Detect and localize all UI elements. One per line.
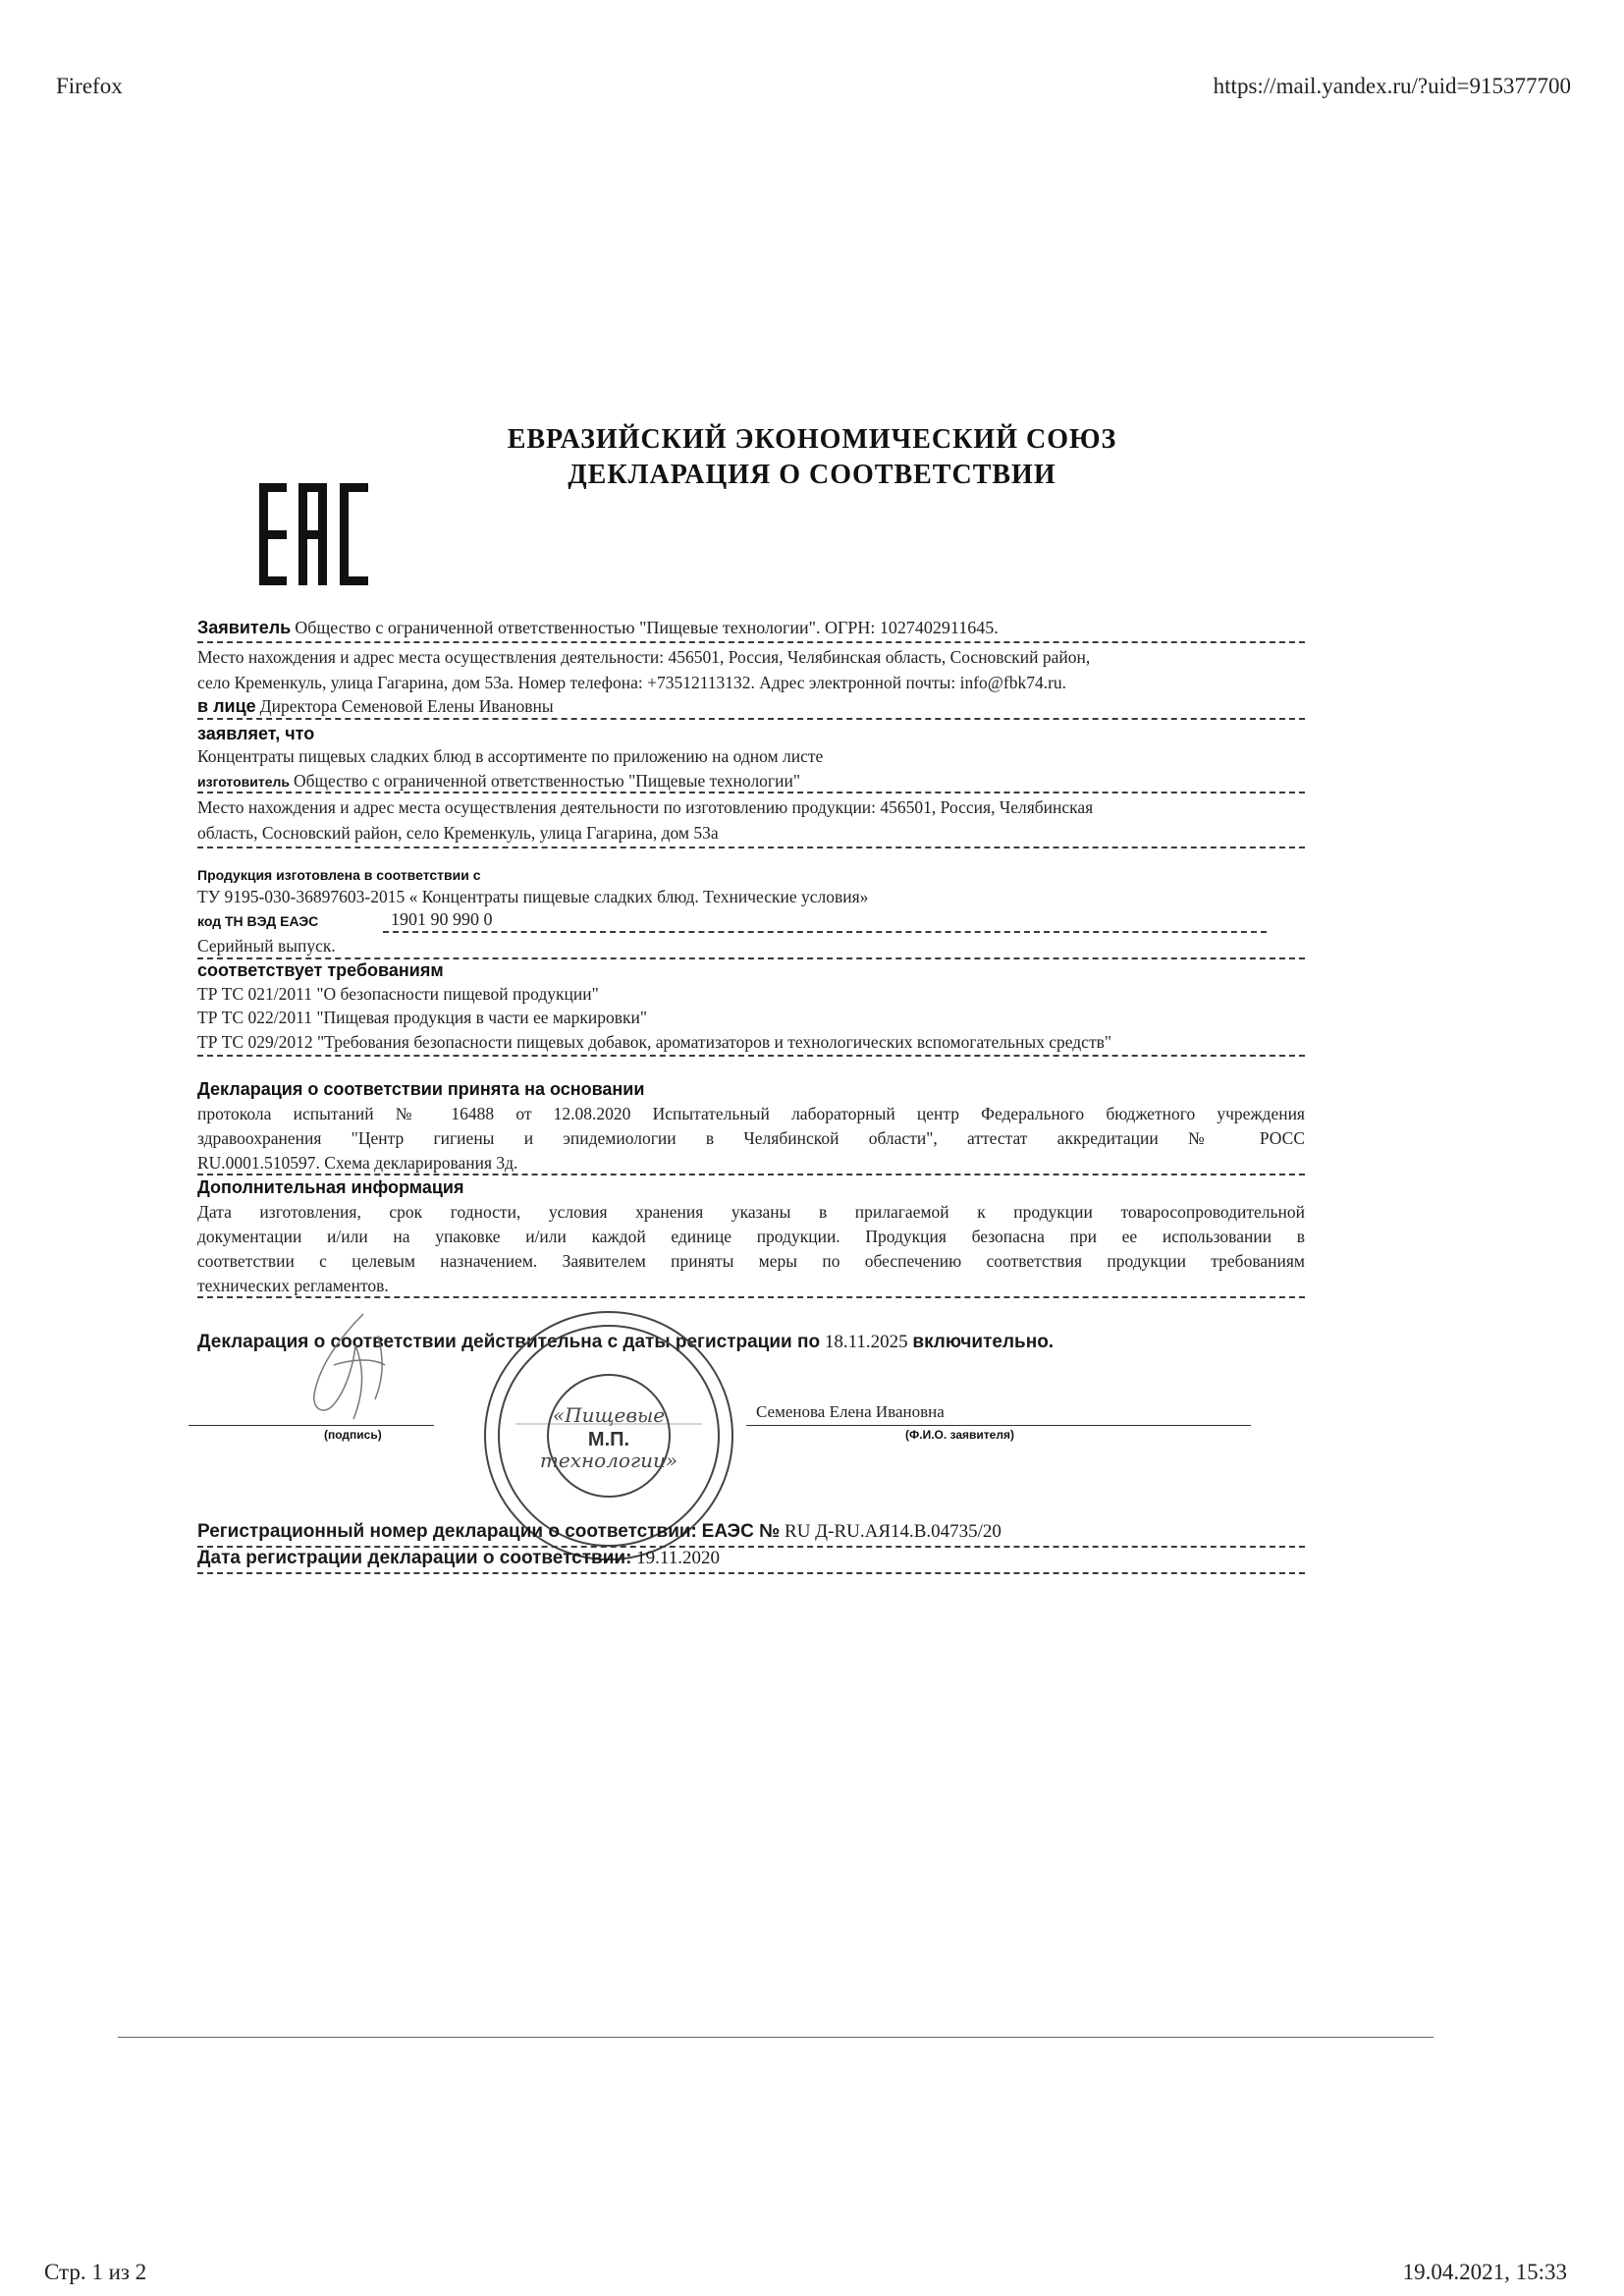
code-value: 1901 90 990 0: [391, 909, 493, 929]
reg-date-label: Дата регистрации декларации о соответствии:: [197, 1548, 632, 1568]
title-declaration: ДЕКЛАРАЦИЯ О СООТВЕТСТВИИ: [568, 460, 1056, 490]
eac-logo-icon: [259, 481, 373, 587]
additional-line-3: соответствии с целевым назначением. Заявителем приняты меры по обеспечению соответствия продукции требованиям: [197, 1251, 1305, 1271]
divider: [197, 1055, 1305, 1057]
validity-suffix: включительно.: [912, 1332, 1055, 1352]
basis-line-1: протокола испытаний № 16488 от 12.08.2020 Испытательный лабораторный центр Федерального бюджетного учреждения: [197, 1104, 1305, 1123]
signer-name: Семенова Елена Ивановна: [756, 1402, 945, 1421]
applicant-address-2: село Кременкуль, улица Гагарина, дом 53а. Номер телефона: +73512113132. Адрес электронной почты: info@fbk74.ru.: [197, 673, 1067, 692]
basis-line-3: RU.0001.510597. Схема декларирования 3д.: [197, 1153, 518, 1173]
serial-line: Серийный выпуск.: [197, 936, 336, 956]
divider: [197, 718, 1305, 720]
applicant-address-1: Место нахождения и адрес места осуществления деятельности: 456501, Россия, Челябинская область, Сосновский район,: [197, 647, 1091, 667]
manufacturer-label: изготовитель: [197, 774, 290, 790]
fio-caption: (Ф.И.О. заявителя): [905, 1428, 1014, 1442]
person-value: Директора Семеновой Елены Ивановны: [259, 696, 554, 716]
reg-number-prefix: ЕАЭС №: [701, 1521, 781, 1542]
declares-label: заявляет, что: [197, 724, 315, 743]
svg-text:М.П.: М.П.: [587, 1429, 630, 1450]
title-union: ЕВРАЗИЙСКИЙ ЭКОНОМИЧЕСКИЙ СОЮЗ: [507, 424, 1117, 455]
applicant-label: Заявитель: [197, 618, 292, 637]
produced-value: ТУ 9195-030-36897603-2015 « Концентраты пищевые сладких блюд. Технические условия»: [197, 887, 869, 906]
requirement-1: ТР ТС 021/2011 "О безопасности пищевой продукции": [197, 984, 599, 1004]
complies-label: соответствует требованиям: [197, 960, 444, 980]
manufacturer-row: [197, 771, 800, 792]
browser-name: Firefox: [56, 74, 123, 98]
page-url[interactable]: https://mail.yandex.ru/?uid=915377700: [1213, 74, 1571, 98]
applicant-value: Общество с ограниченной ответственностью "Пищевые технологии". ОГРН: 1027402911645.: [295, 618, 999, 637]
reg-date-row: [197, 1548, 720, 1569]
divider: [197, 1572, 1305, 1574]
reg-date-value: 19.11.2020: [636, 1548, 720, 1568]
reg-number-label: Регистрационный номер декларации о соответствии:: [197, 1521, 697, 1542]
manufacturer-address-1: Место нахождения и адрес места осуществления деятельности по изготовлению продукции: 456501, Россия, Челябинская: [197, 797, 1094, 817]
validity-date: 18.11.2025: [824, 1332, 908, 1352]
fio-line: [746, 1425, 1251, 1426]
code-label: код ТН ВЭД ЕАЭС: [197, 913, 319, 929]
requirement-2: ТР ТС 022/2011 "Пищевая продукция в части ее маркировки": [197, 1008, 648, 1027]
product-line: Концентраты пищевых сладких блюд в ассортименте по приложению на одном листе: [197, 746, 824, 766]
validity-prefix: Декларация о соответствии действительна с даты регистрации по: [197, 1332, 821, 1352]
person-label: в лице: [197, 696, 256, 716]
signature-caption: (подпись): [324, 1428, 382, 1442]
divider: [197, 847, 1305, 848]
print-datetime: 19.04.2021, 15:33: [1402, 2260, 1567, 2284]
divider: [197, 1174, 1305, 1175]
additional-line-1: Дата изготовления, срок годности, условия хранения указаны в прилагаемой к продукции товаросопроводительной: [197, 1202, 1305, 1222]
manufacturer-value: Общество с ограниченной ответственностью "Пищевые технологии": [294, 771, 800, 791]
reg-number-value: RU Д-RU.АЯ14.В.04735/20: [785, 1521, 1001, 1542]
divider: [197, 792, 1305, 793]
additional-line-2: документации и/или на упаковке и/или каждой единице продукции. Продукция безопасна при ее использовании в: [197, 1227, 1305, 1246]
signature-icon: [295, 1306, 412, 1434]
svg-text:«Пищевые: «Пищевые: [552, 1403, 666, 1427]
person-row: [197, 696, 554, 717]
basis-label: Декларация о соответствии принята на основании: [197, 1079, 645, 1099]
additional-label: Дополнительная информация: [197, 1177, 464, 1197]
divider: [197, 957, 1305, 959]
reg-number-row: [197, 1521, 1001, 1543]
applicant-row: [197, 618, 999, 638]
requirement-3: ТР ТС 029/2012 "Требования безопасности пищевых добавок, ароматизаторов и технологических вспомогательных средств": [197, 1032, 1112, 1052]
manufacturer-address-2: область, Сосновский район, село Кременкуль, улица Гагарина, дом 53а: [197, 823, 719, 843]
divider: [383, 931, 1267, 933]
produced-label: Продукция изготовлена в соответствии с: [197, 867, 481, 883]
divider: [197, 641, 1305, 643]
scan-edge-line: [118, 2037, 1434, 2038]
signature-line: [189, 1425, 434, 1426]
additional-line-4: технических регламентов.: [197, 1276, 389, 1295]
svg-text:технологии»: технологии»: [539, 1449, 678, 1472]
divider: [197, 1296, 1305, 1298]
page-counter: Стр. 1 из 2: [44, 2260, 147, 2284]
basis-line-2: здравоохранения "Центр гигиены и эпидемиологии в Челябинской области", аттестат аккредитации № РОСС: [197, 1128, 1305, 1148]
